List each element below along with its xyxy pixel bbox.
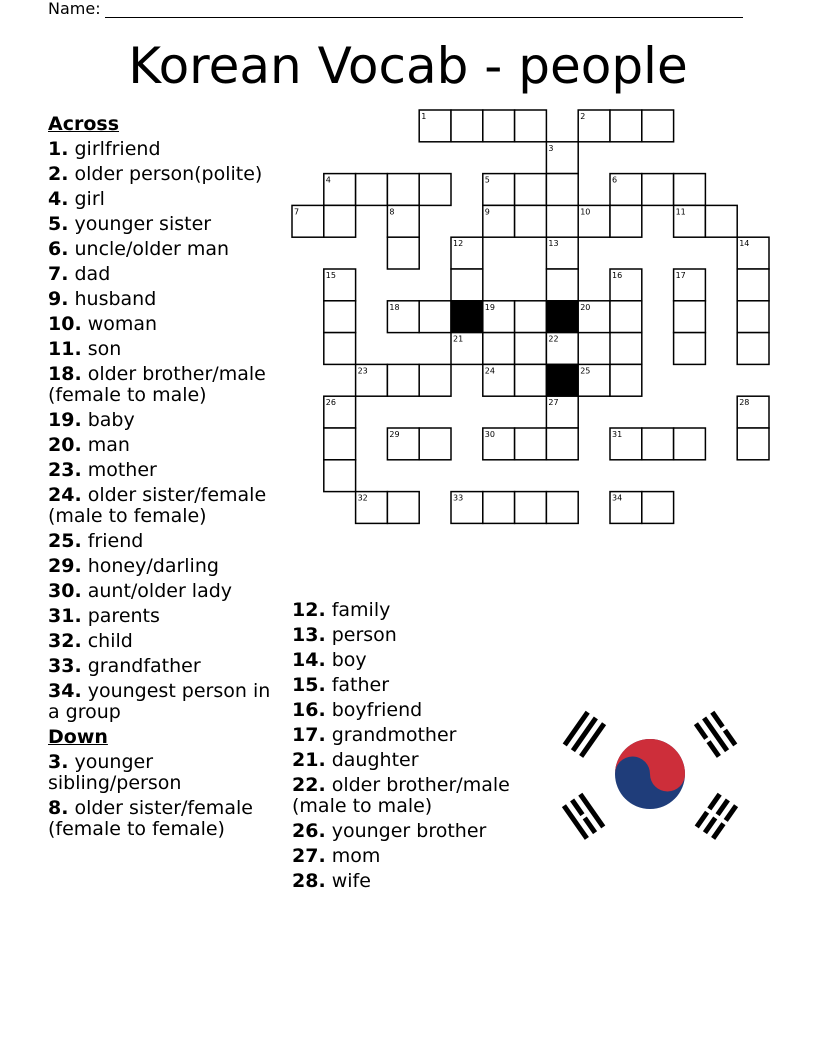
grid-cell-number: 34 <box>612 493 623 503</box>
clue-number: 30. <box>48 580 82 602</box>
grid-cell[interactable] <box>419 364 451 396</box>
clue-item <box>48 139 273 160</box>
clue-number: 12. <box>292 599 326 621</box>
clue-item <box>48 214 273 235</box>
grid-cell[interactable] <box>451 110 483 142</box>
grid-cell[interactable] <box>292 205 324 237</box>
grid-cell[interactable] <box>610 333 642 365</box>
grid-cell[interactable] <box>419 301 451 333</box>
clue-number: 34. <box>48 680 82 702</box>
page-title: Korean Vocab - people <box>128 37 688 95</box>
grid-cell-number: 24 <box>484 366 495 376</box>
grid-cell-number: 8 <box>389 207 395 217</box>
clue-text: girlfriend <box>74 138 161 160</box>
clue-number: 4. <box>48 188 69 210</box>
clue-text: younger brother <box>331 820 487 842</box>
clue-item <box>48 798 273 840</box>
clue-text: older brother/male (male to male) <box>292 774 510 817</box>
grid-cell-number: 25 <box>580 366 591 376</box>
grid-cell[interactable] <box>483 333 515 365</box>
grid-cell[interactable] <box>610 205 642 237</box>
clue-text: daughter <box>331 749 419 771</box>
clue-text: older person(polite) <box>74 163 263 185</box>
grid-cell[interactable] <box>483 110 515 142</box>
clue-text: grandmother <box>331 724 457 746</box>
grid-cell[interactable] <box>483 364 515 396</box>
grid-cell-number: 1 <box>421 112 427 121</box>
clue-column-left <box>48 114 273 844</box>
clue-number: 9. <box>48 288 69 310</box>
grid-cell[interactable] <box>324 301 356 333</box>
clue-text: dad <box>74 263 111 285</box>
clue-text: parents <box>87 605 160 627</box>
taegeuk-symbol <box>615 739 685 809</box>
clue-item <box>48 485 273 527</box>
clue-text: mom <box>331 845 381 867</box>
clue-number: 19. <box>48 409 82 431</box>
grid-cell[interactable] <box>642 492 674 524</box>
clue-number: 17. <box>292 724 326 746</box>
grid-cell[interactable] <box>642 428 674 460</box>
clue-text: wife <box>331 870 371 892</box>
grid-cell-number: 23 <box>357 366 368 376</box>
clue-number: 21. <box>292 749 326 771</box>
clue-item <box>48 556 273 577</box>
grid-cell-number: 22 <box>548 334 559 344</box>
grid-cell[interactable] <box>737 333 769 365</box>
grid-cell[interactable] <box>674 205 706 237</box>
grid-cell[interactable] <box>387 364 419 396</box>
clue-number: 11. <box>48 338 82 360</box>
clue-item <box>292 600 527 621</box>
grid-cell-number: 20 <box>580 302 591 312</box>
clue-item <box>48 606 273 627</box>
grid-cell[interactable] <box>578 110 610 142</box>
clue-text: uncle/older man <box>74 238 230 260</box>
grid-cell[interactable] <box>451 492 483 524</box>
clue-item <box>48 189 273 210</box>
clue-text: boyfriend <box>331 699 423 721</box>
clue-text: boy <box>331 649 367 671</box>
grid-cell[interactable] <box>737 428 769 460</box>
clue-number: 16. <box>292 699 326 721</box>
clue-number: 18. <box>48 363 82 385</box>
grid-cell[interactable] <box>483 205 515 237</box>
grid-cell[interactable] <box>451 269 483 301</box>
grid-cell[interactable] <box>610 301 642 333</box>
grid-cell[interactable] <box>324 333 356 365</box>
grid-cell-number: 32 <box>357 493 368 503</box>
down-heading: Down <box>48 726 108 748</box>
grid-cell[interactable] <box>387 492 419 524</box>
clue-item <box>292 871 527 892</box>
clue-item <box>292 675 527 696</box>
grid-cell[interactable] <box>419 174 451 206</box>
grid-cell-number: 18 <box>389 302 400 312</box>
clue-text: family <box>331 599 391 621</box>
grid-cell[interactable] <box>546 396 578 428</box>
grid-cell[interactable] <box>674 333 706 365</box>
clue-text: youngest person in a group <box>48 680 271 723</box>
grid-cell[interactable] <box>515 428 547 460</box>
grid-cell[interactable] <box>387 205 419 237</box>
trigram-ri-icon <box>562 793 605 840</box>
grid-cell[interactable] <box>674 301 706 333</box>
clue-text: girl <box>74 188 105 210</box>
grid-cell[interactable] <box>737 269 769 301</box>
clue-item <box>48 314 273 335</box>
grid-cell-number: 30 <box>484 430 495 439</box>
grid-cell[interactable] <box>546 333 578 365</box>
clue-text: person <box>331 624 397 646</box>
grid-cell-number: 33 <box>453 493 464 503</box>
clue-item <box>48 752 273 794</box>
grid-cell[interactable] <box>674 428 706 460</box>
grid-cell[interactable] <box>546 174 578 206</box>
grid-cell[interactable] <box>546 492 578 524</box>
clue-item <box>292 650 527 671</box>
clue-item <box>48 435 273 456</box>
grid-cell-number: 27 <box>548 398 559 408</box>
grid-cell-number: 15 <box>325 271 336 280</box>
clue-item <box>48 289 273 310</box>
clue-text: younger sister <box>74 213 212 235</box>
grid-cell[interactable] <box>483 301 515 333</box>
clue-text: younger sibling/person <box>48 751 182 794</box>
grid-cell[interactable] <box>387 428 419 460</box>
grid-cell[interactable] <box>546 237 578 269</box>
clue-number: 1. <box>48 138 69 160</box>
grid-cell[interactable] <box>483 492 515 524</box>
clue-number: 22. <box>292 774 326 796</box>
clue-text: older sister/female (female to female) <box>48 797 253 840</box>
clue-text: husband <box>74 288 157 310</box>
across-clue-list <box>48 139 273 723</box>
clue-item <box>292 625 527 646</box>
clue-number: 24. <box>48 484 82 506</box>
grid-cell-number: 14 <box>739 239 750 249</box>
clue-number: 33. <box>48 655 82 677</box>
korean-flag-icon <box>560 706 740 846</box>
grid-cell-number: 31 <box>612 430 623 439</box>
clue-item <box>48 410 273 431</box>
clue-item <box>48 364 273 406</box>
clue-number: 2. <box>48 163 69 185</box>
clue-item <box>292 821 527 842</box>
clue-text: older sister/female (male to female) <box>48 484 267 527</box>
name-line[interactable] <box>105 3 743 18</box>
clue-number: 25. <box>48 530 82 552</box>
grid-cell-number: 26 <box>325 398 336 408</box>
clue-item <box>292 846 527 867</box>
clue-text: baby <box>87 409 135 431</box>
clue-number: 7. <box>48 263 69 285</box>
down-clue-list-continued <box>292 600 527 892</box>
clue-item <box>48 681 273 723</box>
clue-number: 29. <box>48 555 82 577</box>
grid-cell[interactable] <box>515 110 547 142</box>
grid-cell-number: 12 <box>453 239 464 249</box>
clue-number: 5. <box>48 213 69 235</box>
trigram-gam-icon <box>694 711 737 758</box>
grid-cell[interactable] <box>610 492 642 524</box>
grid-cell[interactable] <box>578 205 610 237</box>
clue-text: father <box>331 674 390 696</box>
grid-cell-number: 13 <box>548 239 559 249</box>
grid-cell[interactable] <box>515 364 547 396</box>
clue-number: 10. <box>48 313 82 335</box>
grid-cell[interactable] <box>515 492 547 524</box>
clue-item <box>292 700 527 721</box>
clue-item <box>48 531 273 552</box>
clue-text: mother <box>87 459 157 481</box>
grid-cell[interactable] <box>737 237 769 269</box>
clue-item <box>48 339 273 360</box>
grid-cell[interactable] <box>451 237 483 269</box>
grid-cell-number: 19 <box>484 302 495 312</box>
grid-block <box>546 301 578 333</box>
grid-cell-number: 7 <box>294 207 300 217</box>
clue-number: 32. <box>48 630 82 652</box>
grid-cell[interactable] <box>642 110 674 142</box>
name-field[interactable] <box>48 0 743 18</box>
grid-cell-number: 17 <box>675 271 686 280</box>
grid-cell-number: 16 <box>612 271 623 280</box>
grid-cell[interactable] <box>546 269 578 301</box>
grid-cell[interactable] <box>515 301 547 333</box>
clue-item <box>48 631 273 652</box>
grid-cell[interactable] <box>610 110 642 142</box>
clue-number: 13. <box>292 624 326 646</box>
clue-number: 14. <box>292 649 326 671</box>
grid-cell[interactable] <box>737 301 769 333</box>
grid-cell[interactable] <box>419 110 451 142</box>
grid-cell-number: 2 <box>580 112 586 121</box>
clue-item <box>48 656 273 677</box>
grid-cell[interactable] <box>546 142 578 174</box>
clue-number: 15. <box>292 674 326 696</box>
clue-item <box>292 775 527 817</box>
grid-cell-number: 3 <box>548 143 554 153</box>
grid-cell[interactable] <box>515 174 547 206</box>
clue-number: 6. <box>48 238 69 260</box>
grid-cell[interactable] <box>324 205 356 237</box>
grid-cell[interactable] <box>483 174 515 206</box>
clue-column-right <box>292 600 527 896</box>
grid-cell[interactable] <box>387 174 419 206</box>
grid-cell[interactable] <box>578 301 610 333</box>
clue-number: 31. <box>48 605 82 627</box>
clue-item <box>292 725 527 746</box>
grid-cell[interactable] <box>419 428 451 460</box>
grid-cell[interactable] <box>515 205 547 237</box>
clue-number: 8. <box>48 797 69 819</box>
grid-cell[interactable] <box>356 174 388 206</box>
grid-cell[interactable] <box>515 333 547 365</box>
grid-cell[interactable] <box>705 205 737 237</box>
grid-cell[interactable] <box>610 364 642 396</box>
grid-cell-number: 6 <box>612 175 618 185</box>
clue-item <box>48 460 273 481</box>
clue-item <box>48 581 273 602</box>
clue-number: 28. <box>292 870 326 892</box>
down-clue-list <box>48 752 273 840</box>
grid-cell[interactable] <box>674 269 706 301</box>
name-label: Name: <box>48 0 101 18</box>
clue-text: honey/darling <box>87 555 219 577</box>
clue-number: 23. <box>48 459 82 481</box>
clue-item <box>48 164 273 185</box>
grid-block <box>546 364 578 396</box>
grid-cell-number: 21 <box>453 334 464 344</box>
grid-cell-number: 29 <box>389 430 400 439</box>
clue-item <box>292 750 527 771</box>
grid-cell[interactable] <box>451 333 483 365</box>
clue-text: child <box>87 630 133 652</box>
grid-cell[interactable] <box>387 237 419 269</box>
clue-text: grandfather <box>87 655 201 677</box>
grid-cell[interactable] <box>610 428 642 460</box>
grid-cell[interactable] <box>356 364 388 396</box>
grid-cell-number: 9 <box>484 207 490 217</box>
grid-cell-number: 28 <box>739 398 750 408</box>
clue-text: aunt/older lady <box>87 580 233 602</box>
grid-block <box>451 301 483 333</box>
grid-cell[interactable] <box>737 396 769 428</box>
grid-cell-number: 10 <box>580 207 591 217</box>
grid-cell[interactable] <box>356 492 388 524</box>
clue-text: older brother/male (female to male) <box>48 363 266 406</box>
grid-cell[interactable] <box>674 174 706 206</box>
clue-item <box>48 264 273 285</box>
clue-text: man <box>87 434 130 456</box>
trigram-geon-icon <box>563 711 606 758</box>
grid-cell[interactable] <box>324 174 356 206</box>
grid-cell-number: 5 <box>484 175 490 185</box>
clue-text: woman <box>87 313 158 335</box>
clue-text: son <box>87 338 122 360</box>
clue-number: 27. <box>292 845 326 867</box>
grid-cell[interactable] <box>610 269 642 301</box>
grid-cell-number: 4 <box>325 175 331 185</box>
grid-cell[interactable] <box>324 396 356 428</box>
clue-number: 20. <box>48 434 82 456</box>
grid-cell-number: 11 <box>675 207 686 217</box>
grid-cell[interactable] <box>483 428 515 460</box>
grid-cell[interactable] <box>387 301 419 333</box>
clue-text: friend <box>87 530 144 552</box>
trigram-gon-icon <box>695 793 738 840</box>
across-heading: Across <box>48 113 120 135</box>
grid-cell[interactable] <box>546 428 578 460</box>
grid-cell[interactable] <box>324 460 356 492</box>
grid-cell[interactable] <box>324 269 356 301</box>
grid-cell[interactable] <box>642 174 674 206</box>
grid-cell[interactable] <box>324 428 356 460</box>
grid-cell[interactable] <box>578 364 610 396</box>
clue-item <box>48 239 273 260</box>
grid-cell[interactable] <box>610 174 642 206</box>
clue-number: 26. <box>292 820 326 842</box>
clue-number: 3. <box>48 751 69 773</box>
